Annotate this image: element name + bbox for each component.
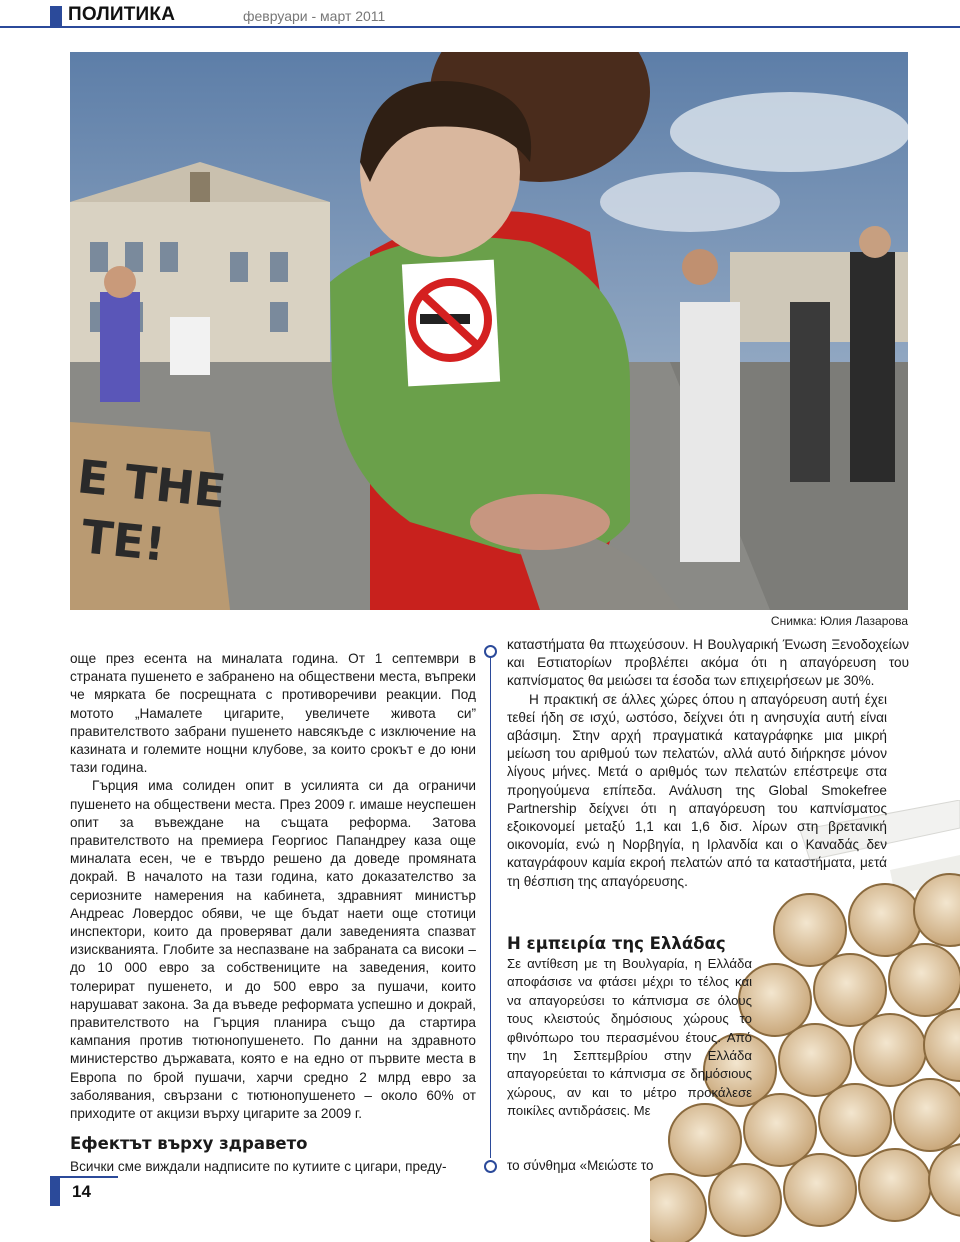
footer-accent-bar	[50, 1176, 60, 1206]
header-rule	[0, 26, 960, 28]
left-last-line: Всички сме виждали надписите по кутиите с цигари, преду-	[70, 1159, 447, 1174]
svg-text:E THE: E THE	[74, 449, 229, 519]
subheading-greek-experience: Η εμπειρία της Ελλάδας	[507, 934, 726, 953]
right-paragraph-1: καταστήματα θα πτωχεύσουν. Η Βουλγαρική Ένωση Ξενοδοχείων και Εστιατορίων προβλέπει ακόμα ότι η απαγόρευση του καπνίσματος θα μειώσει τα έσοδα των επιχειρήσεων με 30%.	[507, 637, 909, 689]
right-paragraph-3: Σε αντίθεση με τη Βουλγαρία, η Ελλάδα αποφάσισε να φτάσει μέχρι το τέλος και να απαγορεύσει το κάπνισμα σε όλους τους κλειστούς δημόσιους χώρους το φθινόπωρο του περασμένου έτους. Από την 1η Σεπτεμβρίου στην Ελλάδα απαγορεύεται το κάπνισμα σε δημόσιους χώρους, αν και το μέτρο προκάλεσε ποικίλες αντιδράσεις. Με	[507, 956, 752, 1119]
section-title: ПОЛИТИКА	[68, 4, 176, 25]
protest-photo	[70, 52, 908, 610]
subheading-health-effect: Ефектът върху здравето	[70, 1134, 308, 1153]
right-paragraph-2: Η πρακτική σε άλλες χώρες όπου η απαγόρευση αυτή έχει τεθεί ήδη σε ισχύ, ωστόσο, δείχνει ότι η ανησυχία αυτή είναι αβάσιμη. Στην αρχή πραγματικά καταγράφηκε μια μικρή μείωση του αριθμού των πελατών, αλλά αυτό διήρκησε μόνον λίγους μήνες. Μετά ο αριθμός των πελατών επέστρεψε στα προηγούμενα επίπεδα. Ανάλυση της Global Smokefree Partnership δείχνει ότι η απαγόρευση του καπνίσματος εξοικονομεί μεταξύ 1,1 και 1,6 δισ. λίρων στη βρετανική οικονομία, ενώ η Νορβηγία, η Ιρλανδία και ο Καναδάς δεν καταγράφουν καμία εκροή πελατών από τα καταστήματα, μετά τη θέσπιση της απαγόρευσης.	[507, 691, 887, 889]
divider-top-dot	[484, 645, 497, 658]
page-number: 14	[72, 1182, 91, 1201]
footer-rule	[60, 1176, 118, 1178]
divider-bottom-dot	[484, 1160, 497, 1173]
photo-credit: Снимка: Юлия Лазарова	[770, 614, 908, 628]
issue-date: февруари - март 2011	[243, 8, 386, 24]
header-accent-bar	[50, 6, 62, 28]
left-paragraph-1: още през есента на миналата година. От 1 септември в страната пушенето е забранено на обществени места, въпреки че мярката бе посрещната с противоречиви реакции. Под мотото „Намалете цигарите, увеличете живота си” правителството забрани пушенето навсякъде с изключение на казината и големите нощни клубове, за които срокът е до юни тази година.	[70, 651, 476, 776]
right-column	[507, 636, 909, 891]
svg-text:TE!: TE!	[78, 509, 168, 572]
right-last-line: το σύνθημα «Μειώστε το	[507, 1158, 654, 1173]
column-divider	[490, 650, 491, 1158]
left-column	[70, 650, 476, 1123]
right-column-lower	[507, 955, 752, 1121]
left-paragraph-2: Гърция има солиден опит в усилията си да ограничи пушенето на обществени места. През 2009 г. имаше неуспешен опит за въвеждане на същата реформа. Затова правителството на премиера Георгиос Папандреу каза още миналата есен, че е твърдо решено да доведе промяната докрай. В началото на тази година, като доказателство за сериозните намерения на кабинета, здравният министър Андреас Ловердос обяви, че ще бъдат наети още стотици инспектори, които да проверяват дали заведенията спазват изискванията. Глобите за неспазване на забраната са високи – до 10 000 евро за собствениците на заведения, които толерират пушенето, и до 500 евро за пушачи, които нарушават закона. За да въведе реформата успешно и докрай, правителството на Гърция планира също да стартира кампания против тютюнопушенето. По данни на здравното министерство държавата, която е на едно от първите места в Европа по брой пушачи, харчи средно 2 млрд евро за заболявания, свързани с тютюнопушенето – около 60% от приходите от акцизи върху цигарите за 2009 г.	[70, 778, 476, 1122]
